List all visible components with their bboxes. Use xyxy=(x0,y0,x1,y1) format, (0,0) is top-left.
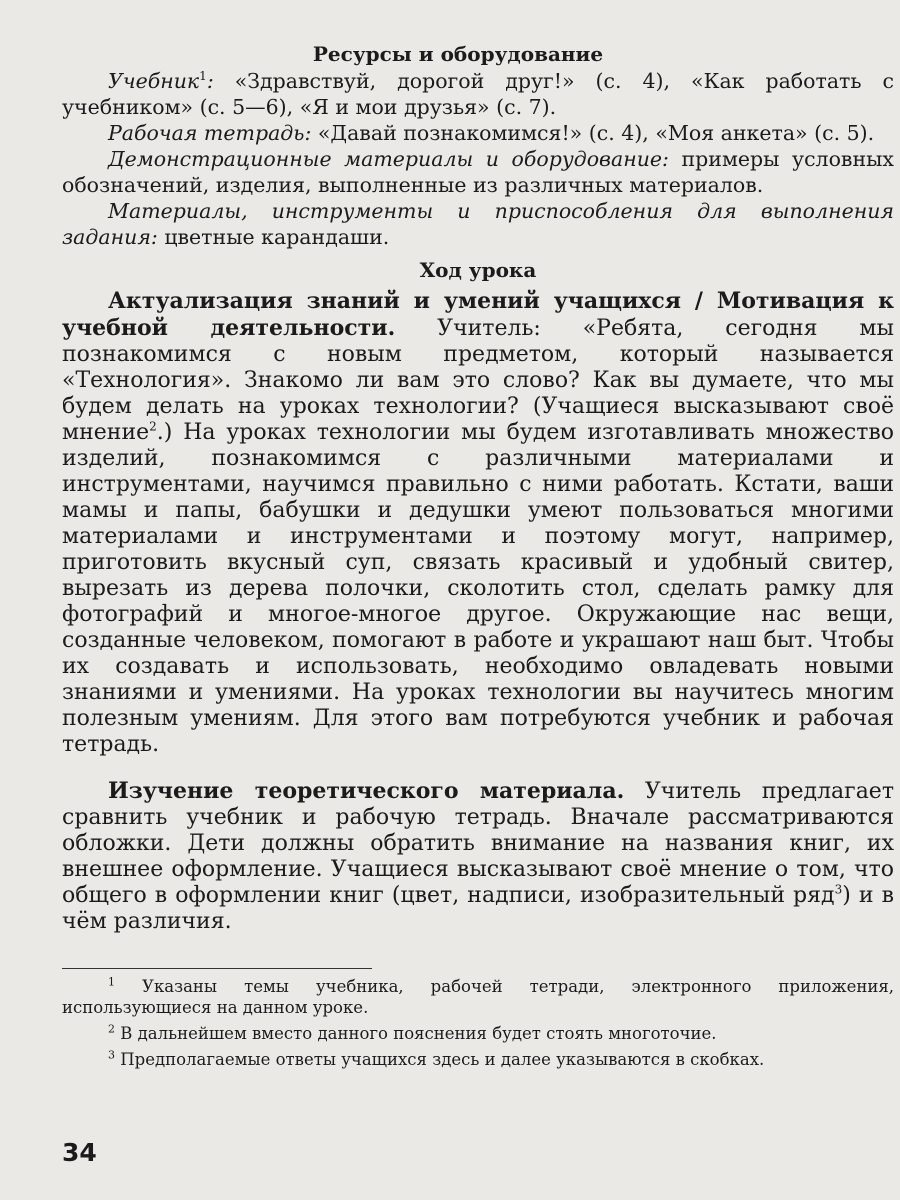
lesson-body xyxy=(62,288,894,935)
lesson-heading: Ход урока xyxy=(419,258,537,282)
resources-heading: Ресурсы и оборудование xyxy=(312,42,604,66)
footnote-1 xyxy=(62,976,894,1018)
theory-text-b: ) и в чём различия. xyxy=(62,883,895,934)
motivation-paragraph xyxy=(62,288,894,758)
textbook-lead: Учебник xyxy=(108,69,200,93)
footnote-text: Предполагаемые ответы учащихся здесь и далее указываются в скобках. xyxy=(115,1050,765,1069)
tools-text: цветные карандаши. xyxy=(157,225,390,249)
motivation-runin: Актуализация знаний и умений учащихся / Мотивация к учебной деятельности. xyxy=(62,288,894,341)
footnote-text: В дальнейшем вместо данного пояснения будет стоять многоточие. xyxy=(115,1024,717,1043)
footnote-ref-2: 2 xyxy=(149,419,157,434)
footnote-2 xyxy=(62,1023,894,1044)
footnote-number: 2 xyxy=(108,1022,115,1036)
footnote-text: Указаны темы учебника, рабочей тетради, электронного приложения, использующиеся на данном уроке. xyxy=(62,977,894,1017)
footnote-divider xyxy=(62,968,372,969)
footnote-3 xyxy=(62,1049,894,1070)
motivation-text-b: .) На уроках технологии мы будем изготавливать множество изделий, познакомимся с различными материалами и инструментами, научимся правильно с ними работать. Кстати, ваши мамы и папы, бабушки и дедушки умеют пользоваться многими материалами и инструментами и поэтому могут, например, приготовить вкусный суп, связать красивый и удобный свитер, вырезать из дерева полочки, сколотить стол, сделать рамку для фотографий и многое-многое другое. Окружающие нас вещи, созданные человеком, помогают в работе и украшают наш быт. Чтобы их создавать и использовать, необходимо овладевать новыми знаниями и умениями. На уроках технологии вы научитесь многим полезным умениям. Для этого вам потребуются учебник и рабочая тетрадь. xyxy=(62,420,894,757)
tools-paragraph xyxy=(62,198,894,250)
demo-lead: Демонстрационные материалы и оборудование: xyxy=(108,147,669,171)
theory-paragraph xyxy=(62,778,894,935)
theory-text-a: Учитель предлагает сравнить учебник и рабочую тетрадь. Вначале рассматриваются обложки. Дети должны обратить внимание на названия книг, их внешнее оформление. Учащиеся высказывают своё мнение о том, что общего в оформлении книг (цвет, надписи, изобразительный ряд xyxy=(62,779,894,908)
footnote-number: 3 xyxy=(108,1048,115,1062)
motivation-text-a: Учитель: «Ребята, сегодня мы познакомимся с новым предметом, который называется «Технология». Знакомо ли вам это слово? Как вы думаете, что мы будем делать на уроках технологии? (Учащиеся высказывают своё мнение xyxy=(62,316,894,445)
textbook-colon: : xyxy=(206,69,214,93)
theory-runin: Изучение теоретического материала. xyxy=(108,778,625,804)
main-text xyxy=(62,40,894,935)
workbook-lead: Рабочая тетрадь: xyxy=(108,121,312,145)
footnote-ref-1: 1 xyxy=(199,69,207,84)
workbook-paragraph xyxy=(62,120,894,146)
workbook-text: «Давай познакомимся!» (с. 4), «Моя анкета» (с. 5). xyxy=(311,121,875,145)
textbook-text: «Здравствуй, дорогой друг!» (с. 4), «Как работать с учебником» (с. 5—6), «Я и мои друзья» (с. 7). xyxy=(62,69,894,119)
footnote-number: 1 xyxy=(108,975,115,989)
demo-text: примеры условных обозначений, изделия, выполненные из различных материалов. xyxy=(62,147,894,197)
tools-lead: Материалы, инструменты и приспособления для выполнения задания: xyxy=(62,199,894,249)
page-number: 34 xyxy=(62,1138,97,1167)
footnote-ref-3: 3 xyxy=(834,882,843,897)
footnotes xyxy=(62,976,894,1075)
demo-paragraph xyxy=(62,146,894,198)
textbook-paragraph xyxy=(62,68,894,120)
